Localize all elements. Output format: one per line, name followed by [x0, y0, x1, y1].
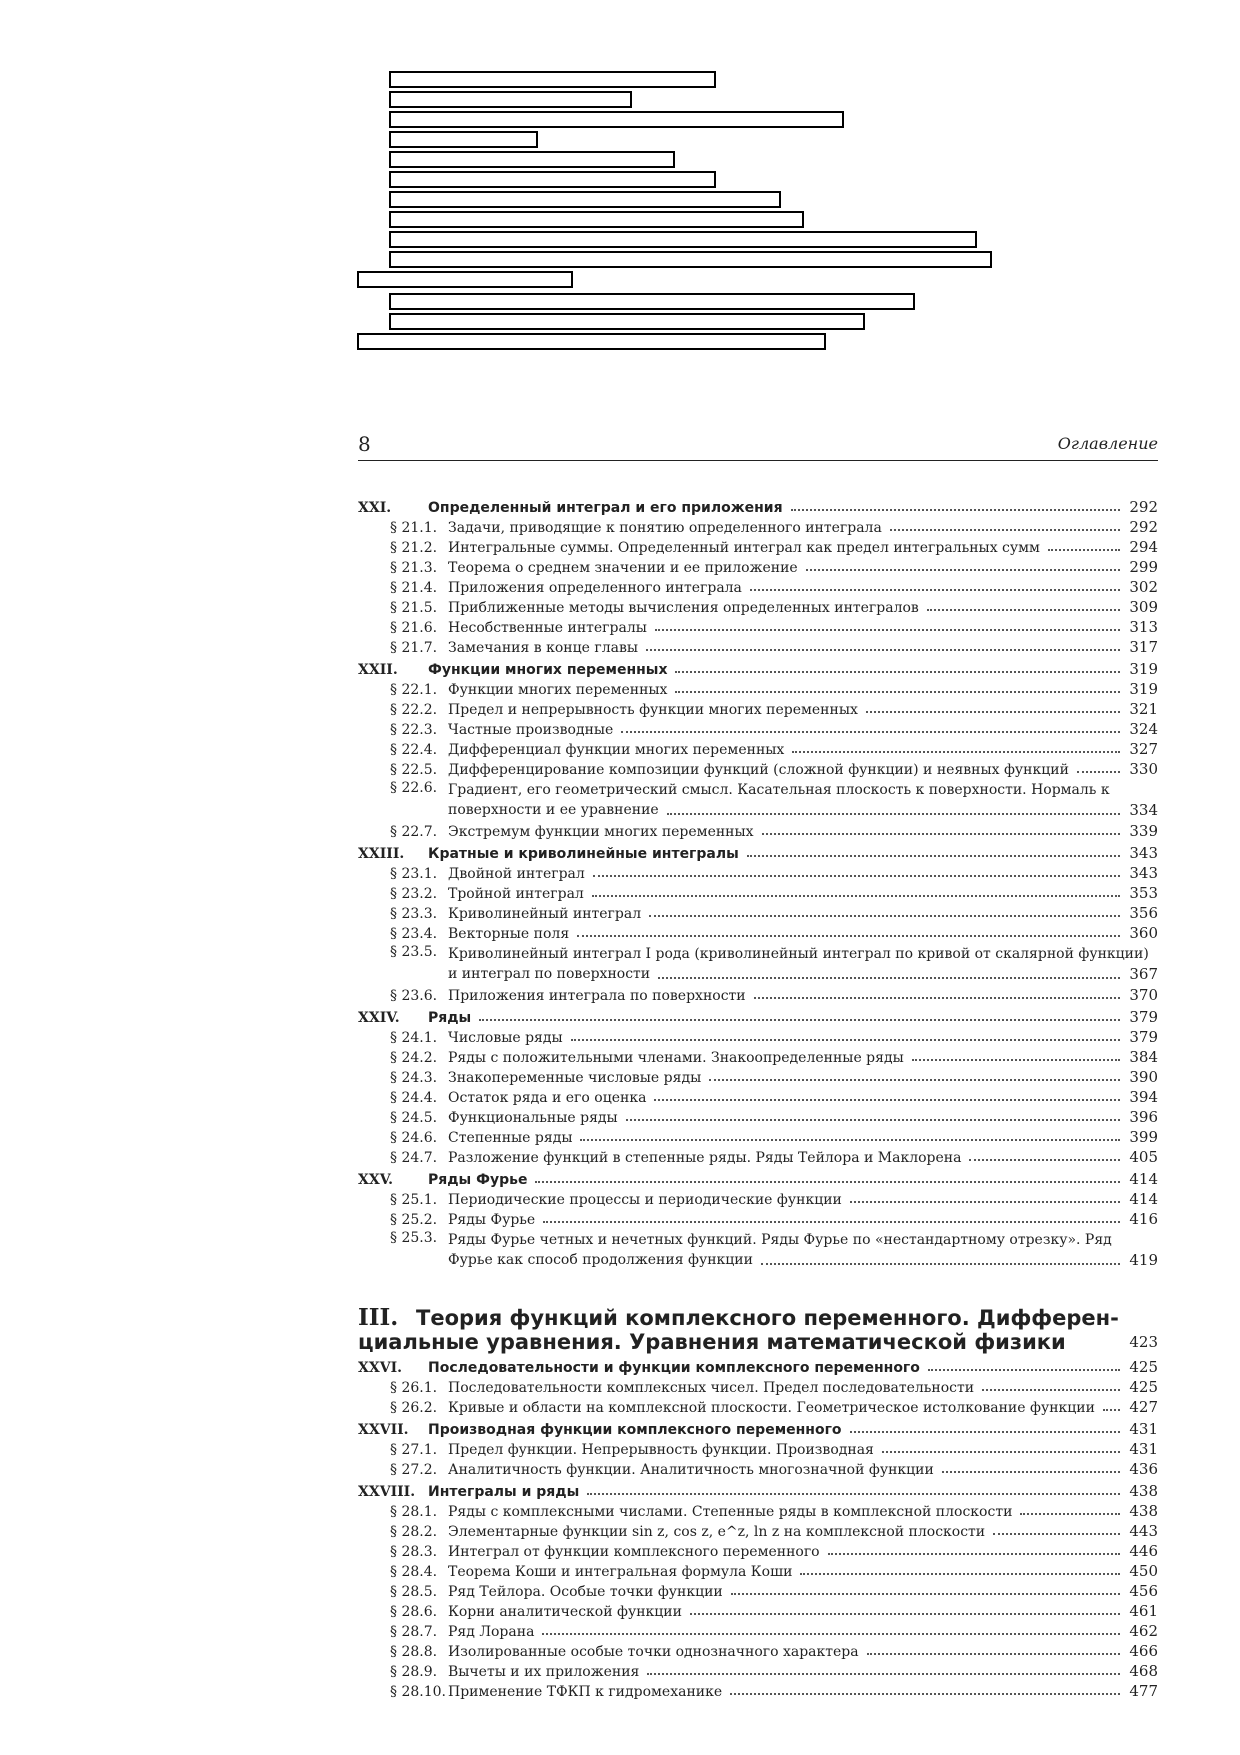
- section-page: 425: [1129, 1378, 1158, 1396]
- section-number: § 22.4.: [390, 742, 438, 758]
- toc-section: [358, 1640, 1158, 1660]
- section-title: Экстремум функции многих переменных: [448, 824, 754, 840]
- toc-section: [358, 922, 1158, 942]
- dot-leader: [690, 1613, 1120, 1615]
- chapter-page: 379: [1129, 1008, 1158, 1026]
- section-title: Криволинейный интеграл: [448, 906, 642, 922]
- dot-leader: [942, 1471, 1120, 1473]
- section-page: 414: [1129, 1190, 1158, 1208]
- section-number: § 23.1.: [390, 866, 438, 882]
- dot-leader: [655, 629, 1120, 631]
- section-number: § 24.4.: [390, 1090, 438, 1106]
- dot-leader: [580, 1139, 1120, 1141]
- toc-section: [358, 718, 1158, 738]
- chapter-number: XXVII.: [358, 1422, 409, 1438]
- section-title-block: [448, 944, 1158, 984]
- dot-leader: [654, 1099, 1120, 1101]
- part-number: III.: [358, 1304, 399, 1331]
- section-page: 294: [1129, 538, 1158, 556]
- toc-chapter: [358, 1005, 1158, 1026]
- dot-leader: [828, 1553, 1120, 1555]
- toc-section: [358, 516, 1158, 536]
- section-page: 461: [1129, 1602, 1158, 1620]
- dot-leader: [647, 1673, 1120, 1675]
- section-page: 353: [1129, 884, 1158, 902]
- section-number: § 21.6.: [390, 620, 438, 636]
- toc-section: [358, 1680, 1158, 1700]
- section-title-block: [448, 780, 1158, 820]
- section-number: § 28.7.: [390, 1624, 438, 1640]
- section-number: § 22.5.: [390, 762, 438, 778]
- chapter-number: XXVI.: [358, 1360, 403, 1376]
- dot-leader: [675, 691, 1120, 693]
- section-page: 330: [1129, 760, 1158, 778]
- section-title: Теорема о среднем значении и ее приложение: [448, 560, 798, 576]
- section-number: § 21.5.: [390, 600, 438, 616]
- section-number: § 21.1.: [390, 520, 438, 536]
- section-page: 324: [1129, 720, 1158, 738]
- part-heading: [358, 1306, 1158, 1354]
- dot-leader: [927, 609, 1120, 611]
- section-title: Приложения определенного интеграла: [448, 580, 742, 596]
- section-number: § 28.6.: [390, 1604, 438, 1620]
- section-title: Остаток ряда и его оценка: [448, 1090, 647, 1106]
- chapter-page: 425: [1129, 1358, 1158, 1376]
- section-number: § 23.2.: [390, 886, 438, 902]
- chapter-title: Последовательности и функции комплексного переменного: [428, 1360, 920, 1376]
- section-number: § 25.3.: [390, 1230, 438, 1246]
- redacted-region: [0, 0, 1240, 380]
- dot-leader: [542, 1633, 1120, 1635]
- dot-leader: [1048, 549, 1120, 551]
- dot-leader: [535, 1181, 1120, 1183]
- section-title: Разложение функций в степенные ряды. Ряды Тейлора и Маклорена: [448, 1150, 962, 1166]
- dot-leader: [866, 711, 1120, 713]
- section-title: Дифференцирование композиции функций (сложной функции) и неявных функций: [448, 762, 1069, 778]
- dot-leader: [754, 997, 1120, 999]
- section-number: § 28.10.: [390, 1684, 446, 1700]
- dot-leader: [592, 895, 1120, 897]
- chapter-number: XXII.: [358, 662, 398, 678]
- dot-leader: [969, 1159, 1120, 1161]
- section-page: 309: [1129, 598, 1158, 616]
- chapter-title: Определенный интеграл и его приложения: [428, 500, 783, 516]
- dot-leader: [806, 569, 1120, 571]
- section-page: 427: [1129, 1398, 1158, 1416]
- section-page: 431: [1129, 1440, 1158, 1458]
- redaction-bar: [389, 91, 632, 108]
- dot-leader: [850, 1431, 1120, 1433]
- toc-section: [358, 738, 1158, 758]
- toc-chapter: [358, 1479, 1158, 1500]
- toc-section: [358, 758, 1158, 778]
- section-page: 302: [1129, 578, 1158, 596]
- section-number: § 25.1.: [390, 1192, 438, 1208]
- dot-leader: [800, 1573, 1120, 1575]
- redaction-bar: [389, 211, 804, 228]
- section-page: 370: [1129, 986, 1158, 1004]
- section-title: Корни аналитической функции: [448, 1604, 682, 1620]
- dot-leader: [731, 1593, 1120, 1595]
- chapter-title: Ряды: [428, 1010, 472, 1026]
- section-page: 466: [1129, 1642, 1158, 1660]
- chapter-page: 319: [1129, 660, 1158, 678]
- section-number: § 24.3.: [390, 1070, 438, 1086]
- dot-leader: [593, 875, 1120, 877]
- section-title: Применение ТФКП к гидромеханике: [448, 1684, 723, 1700]
- section-title: Ряды с комплексными числами. Степенные ряды в комплексной плоскости: [448, 1504, 1013, 1520]
- section-title: Тройной интеграл: [448, 886, 584, 902]
- toc-chapter: [358, 1167, 1158, 1188]
- redaction-bar: [357, 333, 826, 350]
- section-title: Двойной интеграл: [448, 866, 585, 882]
- toc-section: [358, 984, 1158, 1004]
- toc-section: [358, 576, 1158, 596]
- section-title: Предел и непрерывность функции многих переменных: [448, 702, 858, 718]
- section-page: 384: [1129, 1048, 1158, 1066]
- section-title: Задачи, приводящие к понятию определенного интеграла: [448, 520, 882, 536]
- section-number: § 24.1.: [390, 1030, 438, 1046]
- section-page: 367: [1129, 965, 1158, 983]
- section-number: § 22.2.: [390, 702, 438, 718]
- toc-section: [358, 1376, 1158, 1396]
- dot-leader: [867, 1653, 1120, 1655]
- section-title-line-2: [448, 1250, 1158, 1270]
- page-header: [358, 432, 1158, 461]
- toc-section: [358, 678, 1158, 698]
- redaction-bar: [389, 171, 716, 188]
- section-title: Периодические процессы и периодические функции: [448, 1192, 842, 1208]
- section-title-continued: поверхности и ее уравнение: [448, 802, 659, 818]
- redaction-bar: [389, 151, 675, 168]
- dot-leader: [730, 1693, 1120, 1695]
- dot-leader: [850, 1201, 1120, 1203]
- section-page: 390: [1129, 1068, 1158, 1086]
- section-title: Числовые ряды: [448, 1030, 563, 1046]
- section-page: 462: [1129, 1622, 1158, 1640]
- dot-leader: [587, 1493, 1120, 1495]
- section-title: Интегральные суммы. Определенный интеграл как предел интегральных сумм: [448, 540, 1040, 556]
- section-number: § 24.2.: [390, 1050, 438, 1066]
- section-title: Вычеты и их приложения: [448, 1664, 640, 1680]
- section-page: 446: [1129, 1542, 1158, 1560]
- section-title-continued: и интеграл по поверхности: [448, 966, 651, 982]
- section-number: § 23.5.: [390, 944, 438, 960]
- section-title: Кривые и области на комплексной плоскости. Геометрическое истолкование функции: [448, 1400, 1095, 1416]
- section-number: § 27.2.: [390, 1462, 438, 1478]
- part-title-line-2: циальные уравнения. Уравнения математической физики: [358, 1330, 1066, 1354]
- redaction-bar: [389, 313, 865, 330]
- section-title: Ряд Тейлора. Особые точки функции: [448, 1584, 723, 1600]
- dot-leader: [543, 1221, 1120, 1223]
- dot-leader: [792, 751, 1120, 753]
- section-page: 419: [1129, 1251, 1158, 1269]
- part-heading-line-2: [358, 1330, 1158, 1354]
- dot-leader: [571, 1039, 1120, 1041]
- toc-section: [358, 1500, 1158, 1520]
- dot-leader: [928, 1369, 1120, 1371]
- section-number: § 28.4.: [390, 1564, 438, 1580]
- chapter-page: 438: [1129, 1482, 1158, 1500]
- section-number: § 22.1.: [390, 682, 438, 698]
- section-page: 299: [1129, 558, 1158, 576]
- toc-group-part-3: [358, 1355, 1158, 1700]
- section-title: Криволинейный интеграл I рода (криволинейный интеграл по кривой от скалярной функции): [448, 946, 1149, 962]
- section-title-block: [448, 1230, 1158, 1270]
- section-page: 394: [1129, 1088, 1158, 1106]
- chapter-title: Ряды Фурье: [428, 1172, 528, 1188]
- section-number: § 24.7.: [390, 1150, 438, 1166]
- section-number: § 21.7.: [390, 640, 438, 656]
- section-title: Ряды с положительными членами. Знакоопределенные ряды: [448, 1050, 904, 1066]
- section-title: Элементарные функции sin z, cos z, e^z, ln z на комплексной плоскости: [448, 1524, 986, 1540]
- toc-section: [358, 1580, 1158, 1600]
- section-title: Аналитичность функции. Аналитичность многозначной функции: [448, 1462, 934, 1478]
- dot-leader: [658, 977, 1120, 979]
- toc-section: [358, 1146, 1158, 1166]
- dot-leader: [675, 671, 1120, 673]
- section-page: 317: [1129, 638, 1158, 656]
- chapter-page: 431: [1129, 1420, 1158, 1438]
- dot-leader: [577, 935, 1120, 937]
- section-page: 396: [1129, 1108, 1158, 1126]
- section-title: Приближенные методы вычисления определенных интегралов: [448, 600, 919, 616]
- section-title: Последовательности комплексных чисел. Предел последовательности: [448, 1380, 975, 1396]
- toc-chapter: [358, 495, 1158, 516]
- toc-section: [358, 1520, 1158, 1540]
- section-title: Приложения интеграла по поверхности: [448, 988, 746, 1004]
- toc-section: [358, 596, 1158, 616]
- dot-leader: [621, 731, 1120, 733]
- section-page: 339: [1129, 822, 1158, 840]
- toc-section: [358, 616, 1158, 636]
- toc-section: [358, 1600, 1158, 1620]
- dot-leader: [747, 855, 1120, 857]
- chapter-page: 292: [1129, 498, 1158, 516]
- toc-section: [358, 636, 1158, 656]
- part-title-line-1: Теория функций комплексного переменного. Дифферен-: [416, 1306, 1119, 1330]
- dot-leader: [761, 1263, 1120, 1265]
- section-title: Градиент, его геометрический смысл. Касательная плоскость к поверхности. Нормаль к: [448, 782, 1110, 798]
- dot-leader: [709, 1079, 1120, 1081]
- toc-section: [358, 1438, 1158, 1458]
- dot-leader: [993, 1533, 1120, 1535]
- section-title: Функциональные ряды: [448, 1110, 618, 1126]
- dot-leader: [762, 833, 1120, 835]
- toc-section: [358, 1228, 1158, 1270]
- section-page: 443: [1129, 1522, 1158, 1540]
- section-page: 456: [1129, 1582, 1158, 1600]
- section-page: 477: [1129, 1682, 1158, 1700]
- section-title-line-2: [448, 964, 1158, 984]
- section-page: 399: [1129, 1128, 1158, 1146]
- section-number: § 22.7.: [390, 824, 438, 840]
- redaction-bar: [389, 251, 992, 268]
- dot-leader: [912, 1059, 1120, 1061]
- section-page: 321: [1129, 700, 1158, 718]
- section-number: § 22.6.: [390, 780, 438, 796]
- section-page: 334: [1129, 801, 1158, 819]
- section-page: 327: [1129, 740, 1158, 758]
- section-title: Ряды Фурье четных и нечетных функций. Ряды Фурье по «нестандартному отрезку». Ряд: [448, 1232, 1112, 1248]
- toc-section: [358, 902, 1158, 922]
- part-heading-line-1: [358, 1306, 1158, 1330]
- section-number: § 28.3.: [390, 1544, 438, 1560]
- toc-section: [358, 1188, 1158, 1208]
- section-title: Интеграл от функции комплексного переменного: [448, 1544, 820, 1560]
- dot-leader: [890, 529, 1120, 531]
- toc-section: [358, 1126, 1158, 1146]
- chapter-number: XXI.: [358, 500, 392, 516]
- dot-leader: [1077, 771, 1120, 773]
- section-page: 416: [1129, 1210, 1158, 1228]
- toc-section: [358, 1560, 1158, 1580]
- chapter-number: XXIII.: [358, 846, 405, 862]
- toc-section: [358, 778, 1158, 820]
- toc-section: [358, 1396, 1158, 1416]
- chapter-title: Интегралы и ряды: [428, 1484, 580, 1500]
- redaction-bar: [357, 271, 573, 288]
- redaction-bar: [389, 231, 977, 248]
- dot-leader: [791, 509, 1120, 511]
- section-title: Знакопеременные числовые ряды: [448, 1070, 702, 1086]
- toc-section: [358, 698, 1158, 718]
- section-title-line-2: [448, 800, 1158, 820]
- section-number: § 28.1.: [390, 1504, 438, 1520]
- section-number: § 28.5.: [390, 1584, 438, 1600]
- section-title: Частные производные: [448, 722, 614, 738]
- chapter-page: 343: [1129, 844, 1158, 862]
- toc-chapter: [358, 657, 1158, 678]
- section-number: § 28.8.: [390, 1644, 438, 1660]
- dot-leader: [1020, 1513, 1120, 1515]
- chapter-number: XXVIII.: [358, 1484, 416, 1500]
- section-number: § 23.4.: [390, 926, 438, 942]
- section-number: § 23.3.: [390, 906, 438, 922]
- section-number: § 23.6.: [390, 988, 438, 1004]
- dot-leader: [646, 649, 1120, 651]
- redaction-bar: [389, 71, 716, 88]
- section-title-continued: Фурье как способ продолжения функции: [448, 1252, 753, 1268]
- toc-chapter: [358, 1417, 1158, 1438]
- section-number: § 27.1.: [390, 1442, 438, 1458]
- toc-section: [358, 1106, 1158, 1126]
- section-page: 343: [1129, 864, 1158, 882]
- section-number: § 26.2.: [390, 1400, 438, 1416]
- toc-section: [358, 1458, 1158, 1478]
- section-number: § 28.2.: [390, 1524, 438, 1540]
- dot-leader: [1103, 1409, 1120, 1411]
- dot-leader: [649, 915, 1120, 917]
- toc-section: [358, 1026, 1158, 1046]
- dot-leader: [479, 1019, 1120, 1021]
- section-page: 292: [1129, 518, 1158, 536]
- section-number: § 28.9.: [390, 1664, 438, 1680]
- section-title: Степенные ряды: [448, 1130, 573, 1146]
- section-title: Замечания в конце главы: [448, 640, 638, 656]
- toc-section: [358, 1208, 1158, 1228]
- toc-section: [358, 1620, 1158, 1640]
- section-title: Функции многих переменных: [448, 682, 668, 698]
- running-title: Оглавление: [1057, 434, 1158, 453]
- section-title: Предел функции. Непрерывность функции. Производная: [448, 1442, 874, 1458]
- dot-leader: [982, 1389, 1120, 1391]
- dot-leader: [626, 1119, 1120, 1121]
- section-title: Ряд Лорана: [448, 1624, 535, 1640]
- toc-section: [358, 820, 1158, 840]
- section-page: 438: [1129, 1502, 1158, 1520]
- toc-section: [358, 942, 1158, 984]
- part-page: 423: [1129, 1333, 1158, 1351]
- section-title: Несобственные интегралы: [448, 620, 647, 636]
- section-page: 319: [1129, 680, 1158, 698]
- toc-section: [358, 1086, 1158, 1106]
- chapter-title: Функции многих переменных: [428, 662, 668, 678]
- section-page: 379: [1129, 1028, 1158, 1046]
- section-title: Изолированные особые точки однозначного характера: [448, 1644, 859, 1660]
- chapter-number: XXIV.: [358, 1010, 400, 1026]
- toc-section: [358, 862, 1158, 882]
- section-number: § 25.2.: [390, 1212, 438, 1228]
- chapter-number: XXV.: [358, 1172, 394, 1188]
- section-page: 436: [1129, 1460, 1158, 1478]
- redaction-bar: [389, 131, 538, 148]
- chapter-title: Кратные и криволинейные интегралы: [428, 846, 739, 862]
- toc-section: [358, 556, 1158, 576]
- toc-chapter: [358, 841, 1158, 862]
- section-page: 313: [1129, 618, 1158, 636]
- toc-section: [358, 1660, 1158, 1680]
- section-page: 356: [1129, 904, 1158, 922]
- section-title: Ряды Фурье: [448, 1212, 536, 1228]
- section-number: § 21.2.: [390, 540, 438, 556]
- section-number: § 26.1.: [390, 1380, 438, 1396]
- section-title: Векторные поля: [448, 926, 570, 942]
- redaction-bar: [389, 191, 781, 208]
- section-page: 405: [1129, 1148, 1158, 1166]
- toc-section: [358, 882, 1158, 902]
- toc-section: [358, 536, 1158, 556]
- section-page: 468: [1129, 1662, 1158, 1680]
- section-title: Теорема Коши и интегральная формула Коши: [448, 1564, 793, 1580]
- section-number: § 22.3.: [390, 722, 438, 738]
- page-number: 8: [358, 432, 371, 456]
- section-number: § 21.4.: [390, 580, 438, 596]
- redaction-bar: [389, 293, 915, 310]
- section-title: Дифференциал функции многих переменных: [448, 742, 785, 758]
- chapter-page: 414: [1129, 1170, 1158, 1188]
- dot-leader: [667, 813, 1120, 815]
- section-page: 360: [1129, 924, 1158, 942]
- toc-chapter: [358, 1355, 1158, 1376]
- toc-section: [358, 1066, 1158, 1086]
- section-number: § 24.6.: [390, 1130, 438, 1146]
- redaction-bar: [389, 111, 844, 128]
- toc-section: [358, 1046, 1158, 1066]
- chapter-title: Производная функции комплексного переменного: [428, 1422, 842, 1438]
- dot-leader: [750, 589, 1120, 591]
- table-of-contents: [358, 494, 1158, 1700]
- section-page: 450: [1129, 1562, 1158, 1580]
- dot-leader: [882, 1451, 1120, 1453]
- toc-section: [358, 1540, 1158, 1560]
- section-number: § 21.3.: [390, 560, 438, 576]
- section-number: § 24.5.: [390, 1110, 438, 1126]
- toc-group-part-2: [358, 495, 1158, 1270]
